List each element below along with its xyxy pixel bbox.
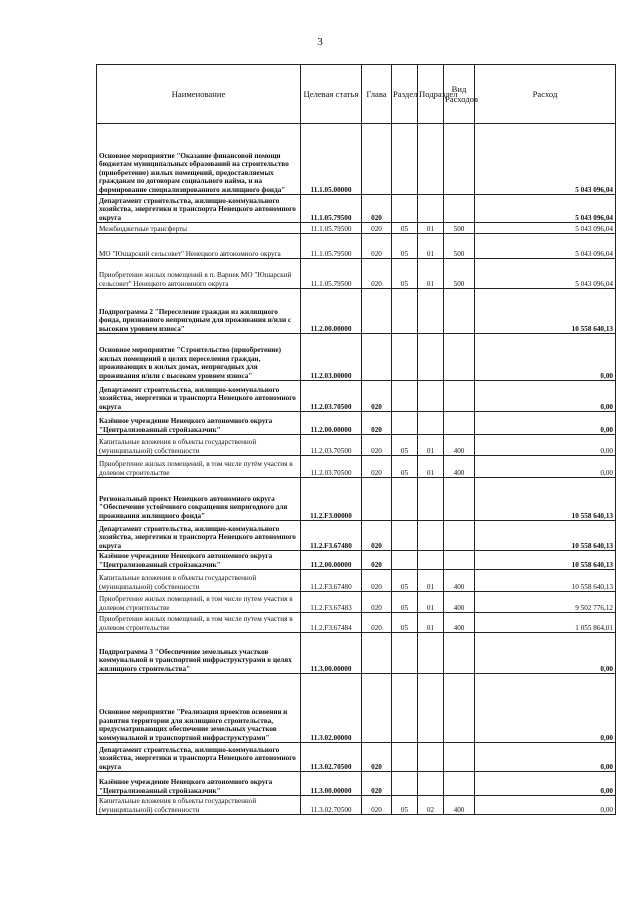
row-section bbox=[392, 195, 418, 223]
row-subsection bbox=[418, 124, 444, 195]
row-subsection bbox=[418, 521, 444, 551]
header-subsection: Подраздел bbox=[418, 65, 444, 124]
row-name: Основное мероприятие "Строительство (приобретение) жилых помещений в целях переселения граждан, проживающих в жилых домах, непригодных для проживания и/или с высоким уровнем износа" bbox=[97, 334, 301, 381]
row-chapter: 020 bbox=[362, 381, 392, 412]
row-chapter: 020 bbox=[362, 796, 392, 815]
table-row bbox=[97, 674, 616, 743]
row-subsection bbox=[418, 772, 444, 796]
row-subsection bbox=[418, 743, 444, 772]
row-section bbox=[392, 478, 418, 521]
row-section bbox=[392, 674, 418, 743]
row-section: 05 bbox=[392, 435, 418, 456]
row-target-article: 11.1.05.00000 bbox=[301, 124, 362, 195]
row-expense-type bbox=[444, 772, 475, 796]
table-row bbox=[97, 334, 616, 381]
row-amount: 10 558 640,13 bbox=[475, 570, 616, 592]
row-expense-type: 500 bbox=[444, 234, 475, 259]
row-name: Приобретение жилых помещений, в том числе путем участия в долевом строительстве bbox=[97, 592, 301, 613]
row-amount: 0,00 bbox=[475, 633, 616, 674]
table-row bbox=[97, 592, 616, 613]
row-section bbox=[392, 381, 418, 412]
table-row bbox=[97, 435, 616, 456]
row-subsection bbox=[418, 551, 444, 570]
row-subsection: 01 bbox=[418, 613, 444, 633]
row-expense-type bbox=[444, 674, 475, 743]
row-chapter bbox=[362, 478, 392, 521]
row-amount: 5 043 096,04 bbox=[475, 234, 616, 259]
table-row bbox=[97, 223, 616, 234]
table-row bbox=[97, 412, 616, 435]
row-subsection: 01 bbox=[418, 592, 444, 613]
row-subsection bbox=[418, 381, 444, 412]
row-subsection: 01 bbox=[418, 435, 444, 456]
row-subsection bbox=[418, 195, 444, 223]
row-section: 05 bbox=[392, 570, 418, 592]
table-row bbox=[97, 195, 616, 223]
row-chapter: 020 bbox=[362, 521, 392, 551]
table-row bbox=[97, 772, 616, 796]
row-subsection bbox=[418, 674, 444, 743]
row-name: Подпрограмма 2 "Переселение граждан из жилищного фонда, признанного непригодным для проживания и/или с высоким уровнем износа" bbox=[97, 289, 301, 334]
row-chapter: 020 bbox=[362, 412, 392, 435]
row-expense-type: 500 bbox=[444, 223, 475, 234]
row-name: Департамент строительства, жилищно-коммунального хозяйства, энергетики и транспорта Ненецкого автономного округа bbox=[97, 381, 301, 412]
row-target-article: 11.2.F3.67480 bbox=[301, 570, 362, 592]
row-chapter: 020 bbox=[362, 772, 392, 796]
header-name: Наименование bbox=[97, 65, 301, 124]
row-name: Департамент строительства, жилищно-коммунального хозяйства, энергетики и транспорта Ненецкого автономного округа bbox=[97, 521, 301, 551]
row-expense-type bbox=[444, 124, 475, 195]
row-name: Департамент строительства, жилищно-коммунального хозяйства, энергетики и транспорта Ненецкого автономного округа bbox=[97, 743, 301, 772]
row-amount: 5 043 096,04 bbox=[475, 195, 616, 223]
table-row bbox=[97, 456, 616, 478]
row-section bbox=[392, 743, 418, 772]
row-section: 05 bbox=[392, 796, 418, 815]
row-name: Департамент строительства, жилищно-коммунального хозяйства, энергетики и транспорта Ненецкого автономного округа bbox=[97, 195, 301, 223]
row-expense-type: 500 bbox=[444, 259, 475, 289]
row-name: Подпрограмма 3 "Обеспечение земельных участков коммунальной и транспортной инфраструктурами в целях жилищного строительства" bbox=[97, 633, 301, 674]
row-target-article: 11.2.F3.67483 bbox=[301, 592, 362, 613]
row-amount: 1 055 864,01 bbox=[475, 613, 616, 633]
header-amount: Расход bbox=[475, 65, 616, 124]
table-row bbox=[97, 289, 616, 334]
row-name: Приобретение жилых помещений, в том числе путём участия в долевом строительстве bbox=[97, 456, 301, 478]
row-chapter bbox=[362, 124, 392, 195]
row-chapter: 020 bbox=[362, 435, 392, 456]
row-expense-type bbox=[444, 381, 475, 412]
row-target-article: 11.3.00.00000 bbox=[301, 633, 362, 674]
row-target-article: 11.2.00.00000 bbox=[301, 551, 362, 570]
row-chapter: 020 bbox=[362, 743, 392, 772]
row-target-article: 11.2.F3.67480 bbox=[301, 521, 362, 551]
row-expense-type bbox=[444, 334, 475, 381]
row-target-article: 11.1.05.79500 bbox=[301, 195, 362, 223]
row-amount: 5 043 096,04 bbox=[475, 223, 616, 234]
table-body bbox=[97, 124, 616, 815]
row-name: Капитальные вложения в объекты государственной (муниципальной) собственности bbox=[97, 435, 301, 456]
row-name: Приобретение жилых помещений в п. Варнек МО "Юшарский сельсовет" Ненецкого автономного округа bbox=[97, 259, 301, 289]
table-row bbox=[97, 633, 616, 674]
row-section: 05 bbox=[392, 234, 418, 259]
row-name: Основное мероприятие "Оказание финансовой помощи бюджетам муниципальных образований на строительство (приобретение) жилых помещений, предоставляемых гражданам по договорам социального найма, и на формирование специализированного жилищного фонда" bbox=[97, 124, 301, 195]
row-expense-type: 400 bbox=[444, 435, 475, 456]
row-section bbox=[392, 633, 418, 674]
row-section: 05 bbox=[392, 456, 418, 478]
table-row bbox=[97, 234, 616, 259]
row-name: Казённое учреждение Ненецкого автономного округа "Централизованный стройзаказчик" bbox=[97, 551, 301, 570]
row-subsection bbox=[418, 412, 444, 435]
row-target-article: 11.2.F3.00000 bbox=[301, 478, 362, 521]
row-subsection: 01 bbox=[418, 234, 444, 259]
row-amount: 0,00 bbox=[475, 772, 616, 796]
row-section bbox=[392, 412, 418, 435]
row-name: Казённое учреждение Ненецкого автономного округа "Централизованный стройзаказчик" bbox=[97, 772, 301, 796]
row-target-article: 11.2.00.00000 bbox=[301, 412, 362, 435]
row-section bbox=[392, 334, 418, 381]
row-expense-type bbox=[444, 521, 475, 551]
row-section bbox=[392, 551, 418, 570]
row-target-article: 11.1.05.79500 bbox=[301, 234, 362, 259]
row-name: Основное мероприятие "Реализация проектов освоения и развития территории для жилищного строительства, предусматривающих обеспечение земельных участков коммунальной и транспортной инфраструктурами" bbox=[97, 674, 301, 743]
table-row bbox=[97, 570, 616, 592]
row-amount: 0,00 bbox=[475, 435, 616, 456]
row-expense-type bbox=[444, 743, 475, 772]
row-section bbox=[392, 521, 418, 551]
row-amount: 10 558 640,13 bbox=[475, 521, 616, 551]
table-row bbox=[97, 124, 616, 195]
row-chapter: 020 bbox=[362, 259, 392, 289]
row-section bbox=[392, 289, 418, 334]
row-chapter: 020 bbox=[362, 234, 392, 259]
row-subsection: 01 bbox=[418, 456, 444, 478]
row-subsection: 02 bbox=[418, 796, 444, 815]
row-target-article: 11.3.02.70500 bbox=[301, 796, 362, 815]
row-name: Капитальные вложения в объекты государственной (муниципальной) собственности bbox=[97, 796, 301, 815]
row-amount: 10 558 640,13 bbox=[475, 478, 616, 521]
row-expense-type bbox=[444, 195, 475, 223]
row-target-article: 11.3.00.00000 bbox=[301, 772, 362, 796]
row-chapter bbox=[362, 674, 392, 743]
row-target-article: 11.2.F3.67484 bbox=[301, 613, 362, 633]
row-expense-type bbox=[444, 289, 475, 334]
row-subsection: 01 bbox=[418, 570, 444, 592]
row-name: МО "Юшарский сельсовет" Ненецкого автономного округа bbox=[97, 234, 301, 259]
row-target-article: 11.2.03.70500 bbox=[301, 456, 362, 478]
header-chapter: Глава bbox=[362, 65, 392, 124]
row-section: 05 bbox=[392, 592, 418, 613]
row-chapter bbox=[362, 633, 392, 674]
row-expense-type bbox=[444, 551, 475, 570]
row-chapter: 020 bbox=[362, 592, 392, 613]
row-expense-type: 400 bbox=[444, 613, 475, 633]
header-expense-type: Вид Расходов bbox=[444, 65, 475, 124]
row-amount: 0,00 bbox=[475, 743, 616, 772]
row-expense-type: 400 bbox=[444, 796, 475, 815]
row-subsection bbox=[418, 633, 444, 674]
row-amount: 10 558 640,13 bbox=[475, 289, 616, 334]
row-target-article: 11.2.03.70500 bbox=[301, 381, 362, 412]
row-chapter: 020 bbox=[362, 223, 392, 234]
row-subsection: 01 bbox=[418, 259, 444, 289]
row-name: Межбюджетные трансферты bbox=[97, 223, 301, 234]
table-header-row bbox=[97, 65, 616, 124]
row-amount: 5 043 096,04 bbox=[475, 124, 616, 195]
row-section bbox=[392, 772, 418, 796]
row-target-article: 11.2.03.70500 bbox=[301, 435, 362, 456]
row-amount: 0,00 bbox=[475, 456, 616, 478]
row-expense-type: 400 bbox=[444, 570, 475, 592]
row-target-article: 11.2.00.00000 bbox=[301, 289, 362, 334]
row-expense-type: 400 bbox=[444, 456, 475, 478]
row-chapter: 020 bbox=[362, 551, 392, 570]
row-expense-type bbox=[444, 478, 475, 521]
row-expense-type bbox=[444, 633, 475, 674]
row-target-article: 11.3.02.00000 bbox=[301, 674, 362, 743]
row-chapter bbox=[362, 334, 392, 381]
row-amount: 0,00 bbox=[475, 796, 616, 815]
row-name: Казённое учреждение Ненецкого автономного округа "Централизованный стройзаказчик" bbox=[97, 412, 301, 435]
table-row bbox=[97, 521, 616, 551]
row-subsection bbox=[418, 478, 444, 521]
row-section bbox=[392, 124, 418, 195]
row-name: Приобретение жилых помещений, в том числе путем участия в долевом строительстве bbox=[97, 613, 301, 633]
row-amount: 9 502 776,12 bbox=[475, 592, 616, 613]
row-chapter: 020 bbox=[362, 570, 392, 592]
row-amount: 0,00 bbox=[475, 674, 616, 743]
row-amount: 0,00 bbox=[475, 334, 616, 381]
table-row bbox=[97, 613, 616, 633]
row-chapter bbox=[362, 289, 392, 334]
table-row bbox=[97, 381, 616, 412]
row-subsection: 01 bbox=[418, 223, 444, 234]
row-target-article: 11.2.03.00000 bbox=[301, 334, 362, 381]
row-expense-type: 400 bbox=[444, 592, 475, 613]
table-row bbox=[97, 478, 616, 521]
row-section: 05 bbox=[392, 259, 418, 289]
row-target-article: 11.1.05.79500 bbox=[301, 259, 362, 289]
table-row bbox=[97, 796, 616, 815]
row-subsection bbox=[418, 289, 444, 334]
row-target-article: 11.1.05.79500 bbox=[301, 223, 362, 234]
row-chapter: 020 bbox=[362, 613, 392, 633]
row-name: Капитальные вложения в объекты государственной (муниципальной) собственности bbox=[97, 570, 301, 592]
row-section: 05 bbox=[392, 613, 418, 633]
row-target-article: 11.3.02.70500 bbox=[301, 743, 362, 772]
header-target-article: Целевая статья bbox=[301, 65, 362, 124]
page-number: 3 bbox=[317, 36, 323, 48]
row-chapter: 020 bbox=[362, 195, 392, 223]
table-row bbox=[97, 259, 616, 289]
row-chapter: 020 bbox=[362, 456, 392, 478]
row-expense-type bbox=[444, 412, 475, 435]
row-subsection bbox=[418, 334, 444, 381]
row-amount: 0,00 bbox=[475, 412, 616, 435]
table-row bbox=[97, 551, 616, 570]
row-amount: 5 043 096,04 bbox=[475, 259, 616, 289]
expenditure-table bbox=[96, 64, 616, 815]
header-section: Раздел bbox=[392, 65, 418, 124]
row-amount: 10 558 640,13 bbox=[475, 551, 616, 570]
table-row bbox=[97, 743, 616, 772]
row-amount: 0,00 bbox=[475, 381, 616, 412]
row-section: 05 bbox=[392, 223, 418, 234]
row-name: Региональный проект Ненецкого автономного округа "Обеспечение устойчивого сокращения непригодного для проживания жилищного фонда" bbox=[97, 478, 301, 521]
